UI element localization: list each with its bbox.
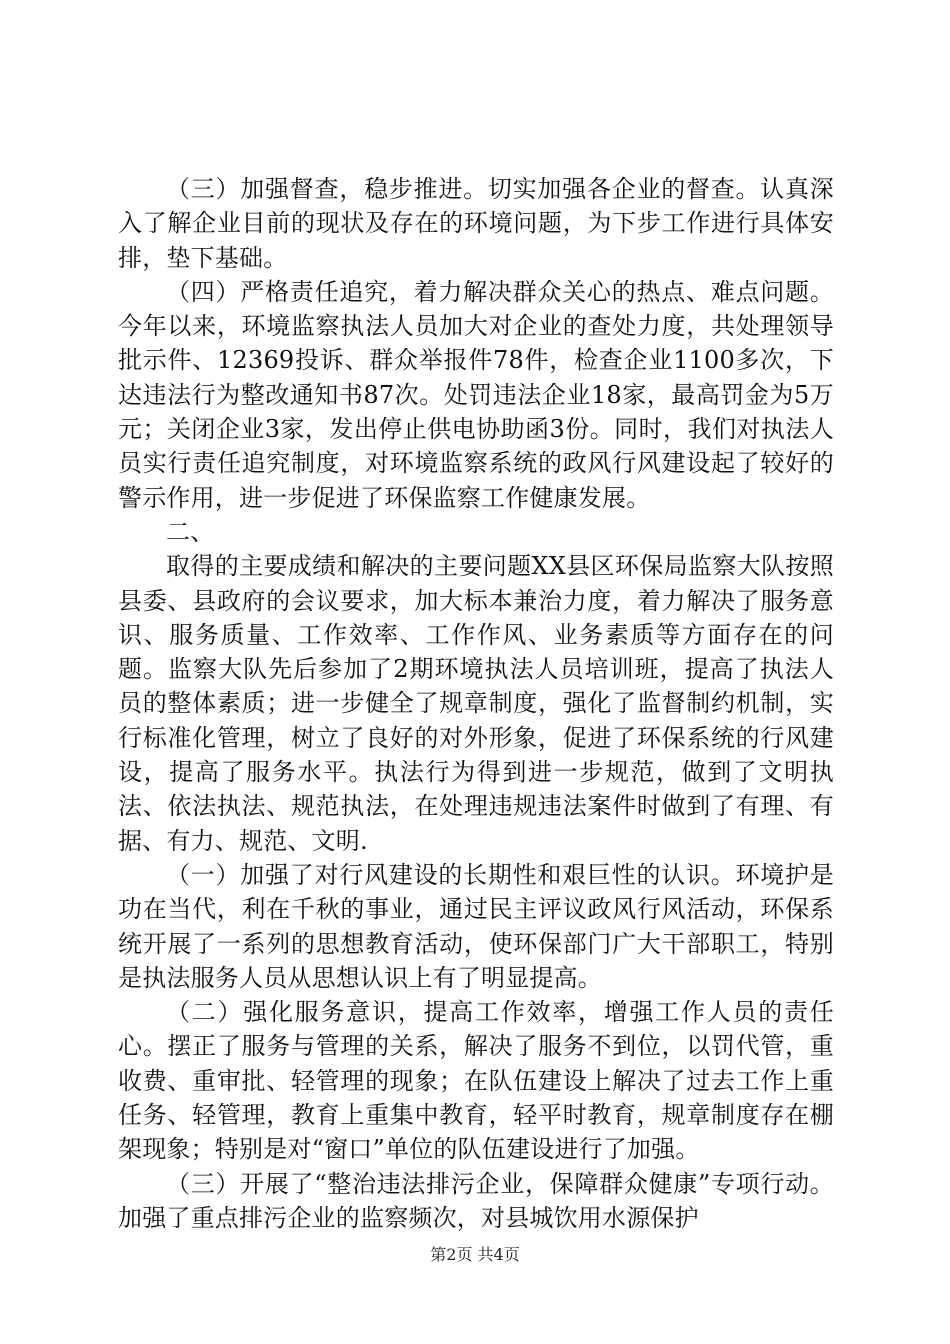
- page-footer: 第2页 共4页: [430, 1245, 520, 1264]
- paragraph-service: （二）强化服务意识，提高工作效率，增强工作人员的责任心。摆正了服务与管理的关系，解决了服务不到位，以罚代管，重收费、重审批、轻管理的现象；在队伍建设上解决了过去工作上重任务、轻管理，教育上重集中教育，轻平时教育，规章制度存在棚架现象；特别是对“窗口”单位的队伍建设进行了加强。: [118, 998, 834, 1164]
- paragraph-awareness: （一）加强了对行风建设的长期性和艰巨性的认识。环境护是功在当代，利在千秋的事业，通过民主评议政风行风活动，环保系统开展了一系列的思想教育活动，使环保部门广大干部职工，特别是执法服务人员从思想认识上有了明显提高。: [118, 860, 834, 992]
- paragraph-special-action: （三）开展了“整治违法排污企业，保障群众健康”专项行动。加强了重点排污企业的监察频次，对县城饮用水源保护: [118, 1169, 834, 1232]
- paragraph-supervision: （三）加强督查，稳步推进。切实加强各企业的督查。认真深入了解企业目前的现状及存在的环境问题，为下步工作进行具体安排，垫下基础。: [118, 175, 834, 272]
- section-heading-two: 二、: [166, 517, 215, 546]
- paragraph-accountability: （四）严格责任追究，着力解决群众关心的热点、难点问题。今年以来，环境监察执法人员加大对企业的查处力度，共处理领导批示件、12369投诉、群众举报件78件，检查企业1100多次，下达违法行为整改通知书87次。处罚违法企业18家，最高罚金为5万元；关闭企业3家，发出停止供电协助函3份。同时，我们对执法人员实行责任追究制度，对环境监察系统的政风行风建设起了较好的警示作用，进一步促进了环保监察工作健康发展。: [118, 277, 834, 512]
- document-body: [118, 172, 834, 1235]
- paragraph-achievements: 取得的主要成绩和解决的主要问题XX县区环保局监察大队按照县委、县政府的会议要求，加大标本兼治力度，着力解决了服务意识、服务质量、工作效率、工作作风、业务素质等方面存在的问题。监察大队先后参加了2期环境执法人员培训班，提高了执法人员的整体素质；进一步健全了规章制度，强化了监督制约机制，实行标准化管理，树立了良好的对外形象，促进了环保系统的行风建设，提高了服务水平。执法行为得到进一步规范，做到了文明执法、依法执法、规范执法，在处理违规违法案件时做到了有理、有据、有力、规范、文明.: [118, 552, 834, 855]
